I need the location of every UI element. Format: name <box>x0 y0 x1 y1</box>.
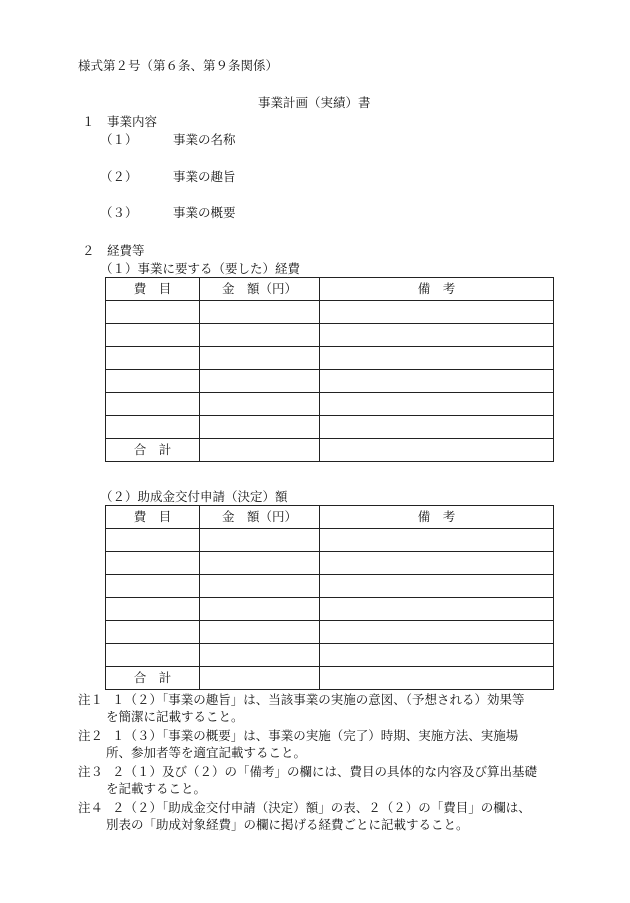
cell[interactable] <box>106 301 200 324</box>
cell[interactable] <box>200 575 320 598</box>
cell[interactable] <box>106 416 200 439</box>
table-row <box>106 575 554 598</box>
column-header-amount: 金 額（円） <box>200 506 320 529</box>
note-text-line2: 別表の「助成対象経費」の欄に掲げる経費ごとに記載すること。 <box>106 817 469 832</box>
cell[interactable] <box>106 621 200 644</box>
note-label: 注４ <box>78 800 104 815</box>
note-2 <box>78 727 558 761</box>
table-total-row <box>106 439 554 462</box>
cell[interactable] <box>320 301 554 324</box>
cell[interactable] <box>106 529 200 552</box>
note-4 <box>78 799 558 833</box>
cell[interactable] <box>106 324 200 347</box>
document-title: 事業計画（実績）書 <box>258 95 371 110</box>
note-text-line1: ２（２）「助成金交付申請（決定）額」の表、２（２）の「費目」の欄は、 <box>112 800 531 815</box>
table2-title: （２）助成金交付申請（決定）額 <box>100 489 288 504</box>
column-header-remarks: 備 考 <box>320 506 554 529</box>
cell[interactable] <box>200 529 320 552</box>
cell[interactable] <box>320 552 554 575</box>
note-1 <box>78 691 558 725</box>
grant-table <box>105 505 554 690</box>
table-row <box>106 552 554 575</box>
note-label: 注３ <box>78 764 104 779</box>
note-3 <box>78 763 558 797</box>
cell[interactable] <box>106 598 200 621</box>
column-header-item: 費 目 <box>106 506 200 529</box>
cell[interactable] <box>320 324 554 347</box>
item2-label: 事業の趣旨 <box>173 169 236 184</box>
table-header-row <box>106 278 554 301</box>
cell[interactable] <box>320 529 554 552</box>
note-text-line2: 所、参加者等を適宜記載すること。 <box>106 745 307 760</box>
cell[interactable] <box>106 575 200 598</box>
cell[interactable] <box>320 347 554 370</box>
item3-label: 事業の概要 <box>173 205 236 220</box>
cell[interactable] <box>200 324 320 347</box>
cost-table <box>105 277 554 462</box>
note-text-line2: を記載すること。 <box>106 781 207 796</box>
item3-number: （３） <box>100 205 138 220</box>
table-row <box>106 301 554 324</box>
column-header-remarks: 備 考 <box>320 278 554 301</box>
table1-title: （１）事業に要する（要した）経費 <box>100 261 301 276</box>
cell[interactable] <box>106 393 200 416</box>
cell[interactable] <box>106 552 200 575</box>
cell[interactable] <box>200 301 320 324</box>
table-total-row <box>106 667 554 690</box>
table-row <box>106 621 554 644</box>
cell[interactable] <box>106 644 200 667</box>
note-text-line1: ２（１）及び（２）の「備考」の欄には、費目の具体的な内容及び算出基礎 <box>112 764 538 779</box>
cell[interactable] <box>320 598 554 621</box>
cell[interactable] <box>200 370 320 393</box>
cell[interactable] <box>320 416 554 439</box>
item1-label: 事業の名称 <box>173 132 236 147</box>
section1-heading: １ 事業内容 <box>82 114 158 129</box>
cell[interactable] <box>200 347 320 370</box>
cell[interactable] <box>200 621 320 644</box>
section2-heading: ２ 経費等 <box>82 243 145 258</box>
table-header-row <box>106 506 554 529</box>
column-header-amount: 金 額（円） <box>200 278 320 301</box>
cell[interactable] <box>200 393 320 416</box>
column-header-item: 費 目 <box>106 278 200 301</box>
note-text-line1: １（２）「事業の趣旨」は、当該事業の実施の意図、（予想される）効果等 <box>112 692 525 707</box>
cell[interactable] <box>320 644 554 667</box>
table-row <box>106 370 554 393</box>
total-amount-cell[interactable] <box>200 439 320 462</box>
cell[interactable] <box>200 416 320 439</box>
total-remarks-cell[interactable] <box>320 667 554 690</box>
cell[interactable] <box>320 393 554 416</box>
cell[interactable] <box>200 598 320 621</box>
table-row <box>106 598 554 621</box>
table-row <box>106 644 554 667</box>
note-text-line1: １（３）「事業の概要」は、事業の実施（完了）時期、実施方法、実施場 <box>112 728 519 743</box>
cell[interactable] <box>200 644 320 667</box>
table-row <box>106 529 554 552</box>
total-label: 合 計 <box>106 667 200 690</box>
total-amount-cell[interactable] <box>200 667 320 690</box>
item1-number: （１） <box>100 132 138 147</box>
table-row <box>106 416 554 439</box>
table-row <box>106 324 554 347</box>
note-text-line2: を簡潔に記載すること。 <box>106 709 244 724</box>
item2-number: （２） <box>100 169 138 184</box>
cell[interactable] <box>320 621 554 644</box>
note-label: 注２ <box>78 728 104 743</box>
note-label: 注１ <box>78 692 104 707</box>
total-label: 合 計 <box>106 439 200 462</box>
table-row <box>106 393 554 416</box>
form-number: 様式第２号（第６条、第９条関係） <box>78 58 279 73</box>
cell[interactable] <box>320 575 554 598</box>
cell[interactable] <box>320 370 554 393</box>
table-row <box>106 347 554 370</box>
total-remarks-cell[interactable] <box>320 439 554 462</box>
cell[interactable] <box>106 370 200 393</box>
cell[interactable] <box>106 347 200 370</box>
cell[interactable] <box>200 552 320 575</box>
